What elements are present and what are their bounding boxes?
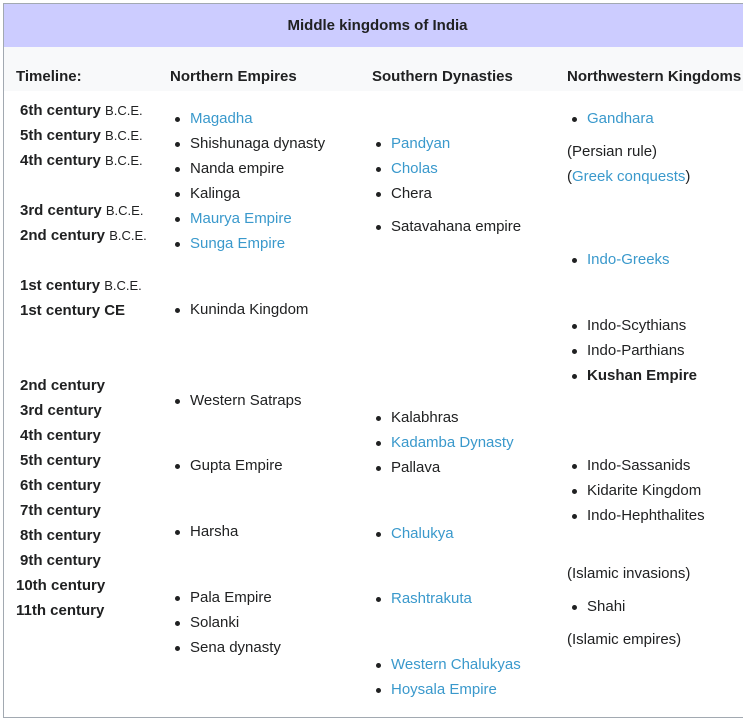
- southern-item-chalukya[interactable]: Chalukya: [391, 525, 454, 542]
- timeline-8th-century: 8th century: [20, 527, 101, 544]
- southern-item-pandyan[interactable]: Pandyan: [391, 135, 451, 152]
- southern-item-cholas[interactable]: Cholas: [391, 160, 438, 177]
- southern-item-kadamba[interactable]: Kadamba Dynasty: [391, 434, 514, 451]
- northern-item-magadha[interactable]: Magadha: [190, 110, 253, 127]
- timeline-4th-century-bce: 4th century B.C.E.: [20, 152, 143, 169]
- northern-item-solanki: Solanki: [190, 614, 240, 631]
- table-title: [4, 4, 743, 47]
- timeline-1st-century-ce: 1st century CE: [20, 302, 126, 319]
- timeline-10th-century: 10th century: [16, 577, 106, 594]
- northern-item-sunga[interactable]: Sunga Empire: [190, 235, 286, 252]
- timeline-2nd-century: 2nd century: [20, 377, 106, 394]
- southern-item-western-chalukyas[interactable]: Western Chalukyas: [391, 656, 521, 673]
- timeline-5th-century-bce: 5th century B.C.E.: [20, 127, 143, 144]
- southern-item-hoysala[interactable]: Hoysala Empire: [391, 681, 497, 698]
- header-southern-dynasties: Southern Dynasties: [372, 68, 513, 85]
- timeline-3rd-century: 3rd century: [20, 402, 102, 419]
- timeline-6th-century: 6th century: [20, 477, 101, 494]
- northern-item-western-satraps: Western Satraps: [190, 392, 302, 409]
- northern-item-gupta: Gupta Empire: [190, 457, 283, 474]
- northern-item-nanda: Nanda empire: [190, 160, 285, 177]
- southern-item-satavahana: Satavahana empire: [391, 218, 522, 235]
- header-northwestern-clip: [567, 60, 743, 90]
- northwestern-note-greek-conquests: (Greek conquests): [567, 168, 691, 185]
- northern-item-pala: Pala Empire: [190, 589, 272, 606]
- timeline-2nd-century-bce: 2nd century B.C.E.: [20, 227, 147, 244]
- northwestern-item-kidarite: Kidarite Kingdom: [587, 482, 702, 499]
- timeline-11th-century: 11th century: [16, 602, 105, 619]
- northwestern-item-indo-greeks[interactable]: Indo-Greeks: [587, 251, 670, 268]
- northwestern-item-indo-scythians: Indo-Scythians: [587, 317, 687, 334]
- northwestern-item-indo-parthians: Indo-Parthians: [587, 342, 685, 359]
- northern-item-maurya[interactable]: Maurya Empire: [190, 210, 292, 227]
- timeline-7th-century: 7th century: [20, 502, 101, 519]
- northern-item-kuninda: Kuninda Kingdom: [190, 301, 309, 318]
- southern-item-pallava: Pallava: [391, 459, 441, 476]
- timeline-4th-century: 4th century: [20, 427, 101, 444]
- northern-item-shishunaga: Shishunaga dynasty: [190, 135, 326, 152]
- northwestern-item-kushan: Kushan Empire: [587, 367, 698, 384]
- timeline-9th-century: 9th century: [20, 552, 101, 569]
- header-northwestern-kingdoms: Northwestern Kingdoms: [567, 68, 742, 85]
- greek-conquests-link[interactable]: Greek conquests: [572, 168, 686, 185]
- table-title-text: Middle kingdoms of India: [287, 17, 468, 34]
- northwestern-note-persian-rule: (Persian rule): [567, 143, 658, 160]
- header-northern-empires: Northern Empires: [170, 68, 297, 85]
- northwestern-note-islamic-invasions: (Islamic invasions): [567, 565, 691, 582]
- timeline-1st-century-bce: 1st century B.C.E.: [20, 277, 142, 294]
- timeline-5th-century: 5th century: [20, 452, 101, 469]
- northwestern-item-gandhara[interactable]: Gandhara: [587, 110, 654, 127]
- northwestern-item-indo-sassanids: Indo-Sassanids: [587, 457, 691, 474]
- southern-item-chera: Chera: [391, 185, 432, 202]
- southern-item-kalabhras: Kalabhras: [391, 409, 459, 426]
- northern-item-sena: Sena dynasty: [190, 639, 281, 656]
- timeline-6th-century-bce: 6th century B.C.E.: [20, 102, 143, 119]
- southern-item-rashtrakuta[interactable]: Rashtrakuta: [391, 590, 472, 607]
- northwestern-item-indo-hephthalites: Indo-Hephthalites: [587, 507, 705, 524]
- northern-item-kalinga: Kalinga: [190, 185, 241, 202]
- header-timeline: Timeline:: [16, 68, 82, 85]
- northwestern-note-islamic-empires: (Islamic empires): [567, 631, 682, 648]
- northwestern-item-shahi: Shahi: [587, 598, 626, 615]
- northern-item-harsha: Harsha: [190, 523, 239, 540]
- timeline-3rd-century-bce: 3rd century B.C.E.: [20, 202, 144, 219]
